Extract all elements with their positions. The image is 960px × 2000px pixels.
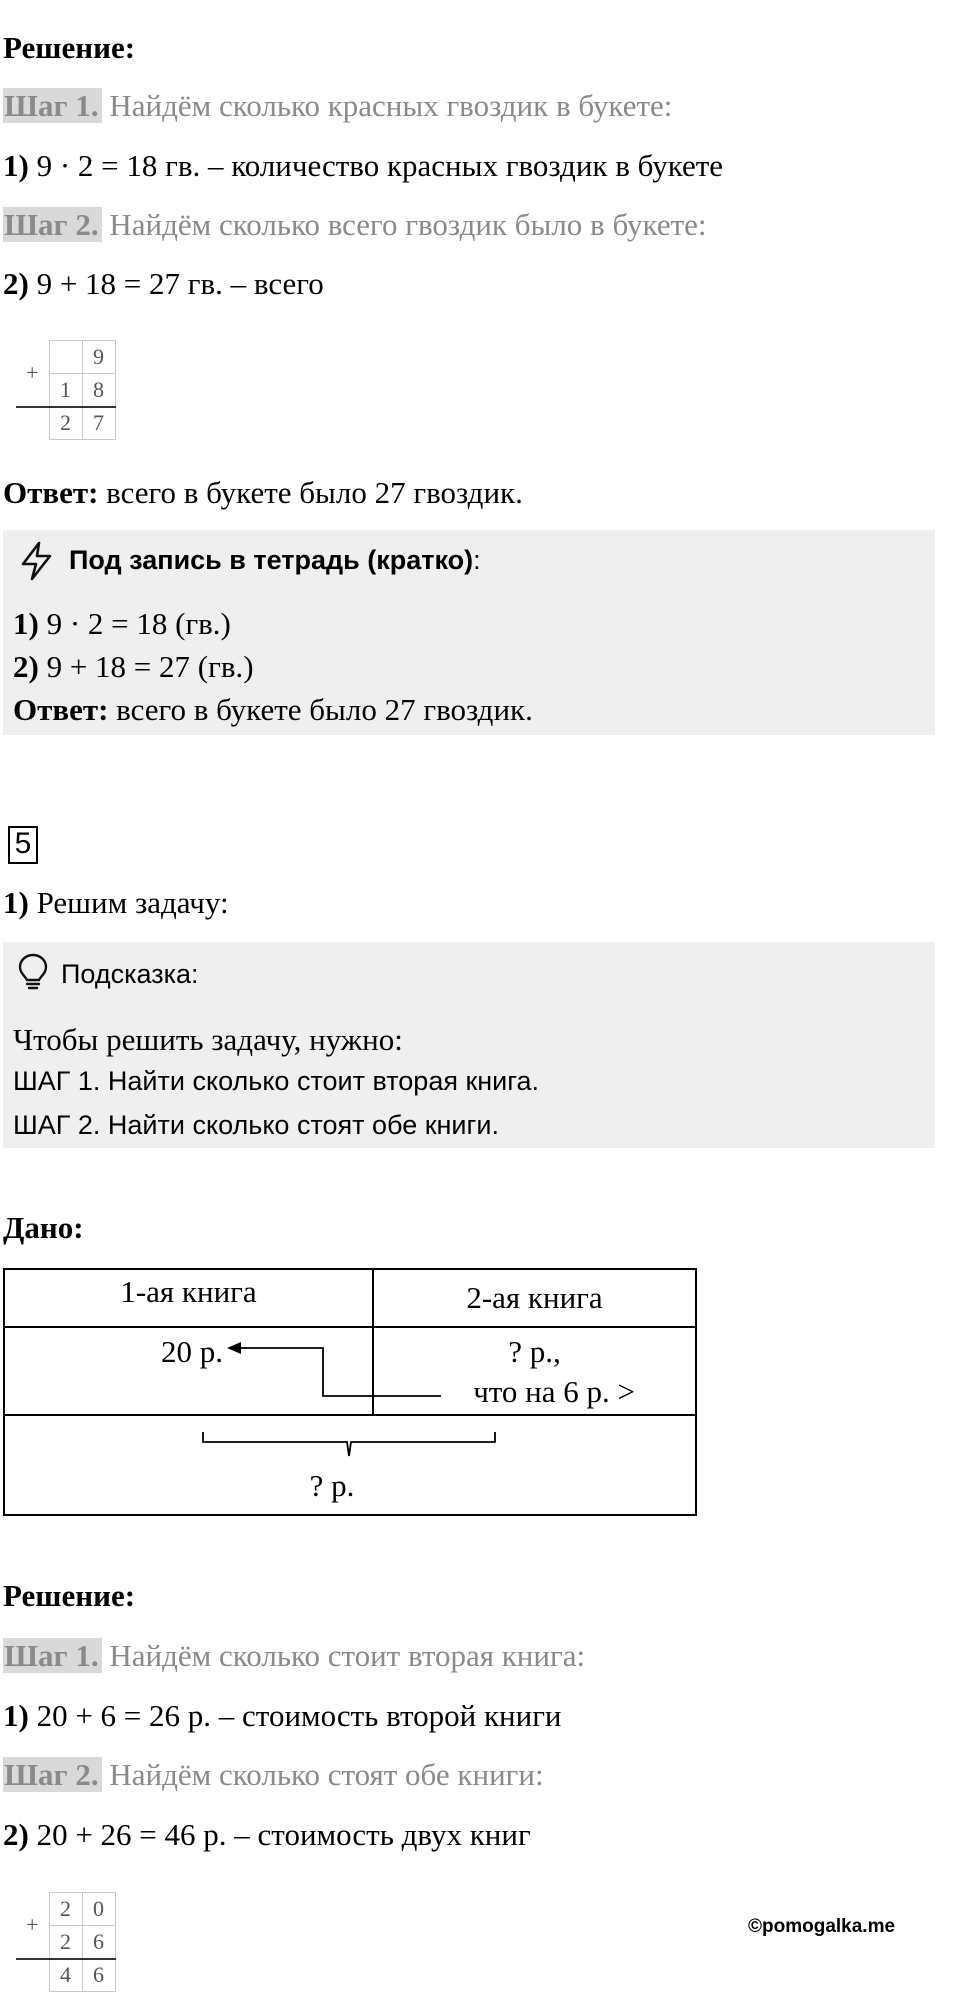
calc-line-2 — [3, 264, 324, 304]
task5-calc-line-2-number: 2) — [3, 1817, 29, 1852]
hint-lead: Чтобы решить задачу, нужно: — [13, 1022, 403, 1057]
step-1-text: Найдём сколько красных гвоздик в букете: — [101, 88, 673, 123]
given-table — [3, 1268, 697, 1516]
answer-label: Ответ: — [3, 475, 99, 510]
step-1-label: Шаг 1. — [3, 88, 102, 123]
calc-line-1-number: 1) — [3, 148, 29, 183]
column-addition-1 — [16, 340, 116, 440]
column-addition-2 — [16, 1892, 116, 1992]
digit-cell: 8 — [82, 374, 115, 407]
plus-sign: + — [26, 1912, 39, 1937]
task5-step-1-text: Найдём сколько стоит вторая книга: — [101, 1638, 586, 1673]
total-brace — [201, 1430, 497, 1460]
step-2-label: Шаг 2. — [3, 207, 102, 242]
task5-calc-line-2 — [3, 1815, 531, 1855]
notebook-line-1-text: 9 · 2 = 18 (гв.) — [38, 606, 231, 641]
sum-digit-cell: 7 — [82, 407, 115, 440]
notebook-title-text: Под запись в тетрадь (кратко) — [69, 545, 474, 575]
watermark: ©pomogalka.me — [748, 1916, 896, 1937]
notebook-line-1-number: 1) — [13, 606, 39, 641]
calc-line-2-number: 2) — [3, 266, 29, 301]
hint-step-1-text: Найти сколько стоит вторая книга. — [100, 1066, 540, 1096]
notebook-box — [3, 530, 935, 735]
notebook-line-2-text: 9 + 18 = 27 (гв.) — [38, 649, 254, 684]
task5-step-2-text: Найдём сколько стоят обе книги: — [101, 1757, 544, 1792]
notebook-line-2-number: 2) — [13, 649, 39, 684]
digit-cell: 2 — [49, 1926, 82, 1959]
sum-digit-cell: 6 — [82, 1959, 115, 1992]
task-intro — [3, 883, 229, 923]
task5-solution-heading: Решение: — [3, 1578, 136, 1613]
book-1-price: 20 р. — [161, 1334, 223, 1369]
hint-title: Подсказка: — [61, 959, 199, 989]
hint-step-2 — [13, 1106, 499, 1144]
book-1-header: 1-ая книга — [120, 1274, 257, 1309]
notebook-line-2 — [13, 647, 254, 687]
digit-cell: 0 — [82, 1893, 115, 1926]
digit-cell: 2 — [49, 1893, 82, 1926]
task-intro-number: 1) — [3, 885, 29, 920]
step-2-line — [3, 205, 707, 245]
lightbulb-icon — [17, 952, 49, 992]
digit-cell: 1 — [49, 374, 82, 407]
given-heading: Дано: — [3, 1210, 84, 1245]
task-number: 5 — [8, 826, 38, 864]
hint-step-1 — [13, 1062, 539, 1100]
hint-box — [3, 942, 935, 1148]
plus-sign: + — [26, 360, 39, 385]
task5-step-2-label: Шаг 2. — [3, 1757, 102, 1792]
task-intro-text: Решим задачу: — [28, 885, 229, 920]
notebook-answer-text: всего в букете было 27 гвоздик. — [108, 692, 533, 727]
book-2-price: ? р., — [508, 1334, 561, 1369]
answer-line — [3, 473, 523, 513]
task5-step-1-label: Шаг 1. — [3, 1638, 102, 1673]
task5-step-1-line — [3, 1636, 585, 1676]
notebook-answer — [13, 690, 533, 730]
task5-step-2-line — [3, 1755, 544, 1795]
notebook-answer-label: Ответ: — [13, 692, 109, 727]
calc-line-1-text: 9 · 2 = 18 гв. – количество красных гвоздик в букете — [28, 148, 724, 183]
total-price: ? р. — [309, 1468, 355, 1503]
empty-cell — [16, 1959, 49, 1992]
digit-cell: 6 — [82, 1926, 115, 1959]
book-2-condition: что на 6 р. > — [473, 1374, 635, 1409]
calc-line-2-text: 9 + 18 = 27 гв. – всего — [28, 266, 324, 301]
book-2-header: 2-ая книга — [466, 1280, 603, 1315]
notebook-line-1 — [13, 604, 231, 644]
lightning-icon — [17, 540, 57, 582]
digit-cell: 9 — [82, 341, 115, 374]
notebook-title-colon: : — [473, 545, 481, 575]
task5-calc-line-1-number: 1) — [3, 1698, 29, 1733]
task5-calc-line-1-text: 20 + 6 = 26 р. – стоимость второй книги — [28, 1698, 562, 1733]
hint-step-1-label: ШАГ 1. — [13, 1066, 101, 1096]
answer-text: всего в букете было 27 гвоздик. — [98, 475, 523, 510]
task5-calc-line-1 — [3, 1696, 562, 1736]
sum-digit-cell: 2 — [49, 407, 82, 440]
step-2-text: Найдём сколько всего гвоздик было в букете: — [101, 207, 707, 242]
empty-cell — [16, 407, 49, 440]
notebook-title — [69, 542, 481, 578]
sum-digit-cell: 4 — [49, 1959, 82, 1992]
hint-step-2-label: ШАГ 2. — [13, 1110, 101, 1140]
solution-heading: Решение: — [3, 30, 136, 65]
hint-step-2-text: Найти сколько стоят обе книги. — [100, 1110, 499, 1140]
digit-cell — [49, 341, 82, 374]
task5-calc-line-2-text: 20 + 26 = 46 р. – стоимость двух книг — [28, 1817, 531, 1852]
step-1-line — [3, 86, 672, 126]
calc-line-1 — [3, 146, 723, 186]
